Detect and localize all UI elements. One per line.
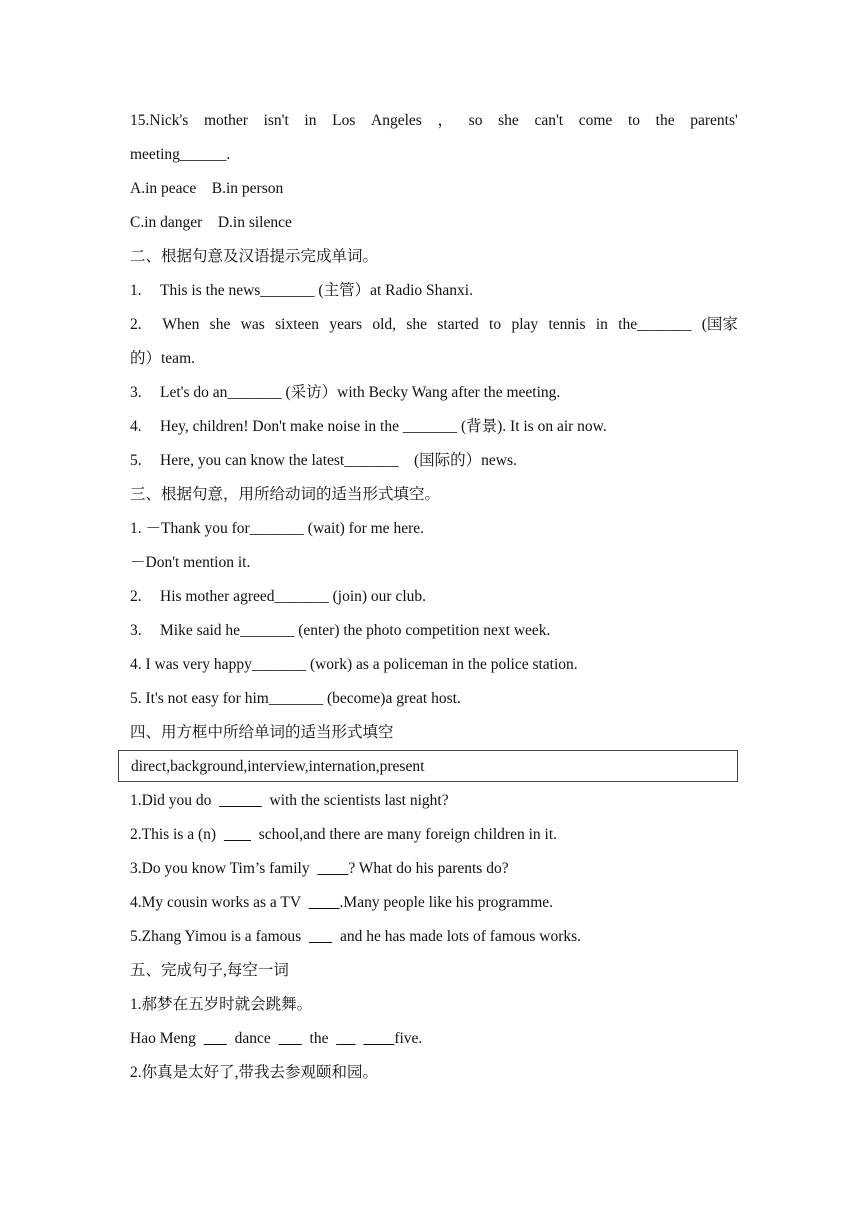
- q15-word: Los: [332, 112, 356, 129]
- sec3-item-4: 4. I was very happy_______ (work) as a policeman in the police station.: [130, 656, 578, 673]
- section-5-title: 五、完成句子,每空一词: [130, 962, 289, 979]
- item-suffix: ? What do his parents do?: [348, 860, 509, 877]
- answer-blank: [224, 826, 251, 843]
- item-text: Let's do an_______ (采访）with Becky Wang after the meeting.: [160, 384, 561, 401]
- item-prefix: 3.Do you know Tim’s family: [130, 860, 318, 877]
- item-number: 1.: [130, 520, 142, 537]
- sentence-part: Hao Meng: [130, 1030, 196, 1047]
- sec3-item-5: 5. It's not easy for him_______ (become)a great host.: [130, 690, 461, 707]
- sec4-item-5: [130, 920, 738, 954]
- sec5-item-1-chinese: 1.郝梦在五岁时就会跳舞。: [130, 996, 313, 1013]
- sec4-item-2: [130, 818, 738, 852]
- item-prefix: 1.Did you do: [130, 792, 220, 809]
- item-number: 3.: [130, 622, 142, 639]
- item-number: 2.: [130, 588, 142, 605]
- sec4-item-3: [130, 852, 738, 886]
- q15-word: Angeles: [371, 112, 422, 129]
- item-suffix: school,and there are many foreign children in it.: [250, 826, 558, 843]
- item-text: Hey, children! Don't make noise in the _______ (背景). It is on air now.: [160, 418, 607, 435]
- item-word: tennis: [548, 316, 586, 333]
- item-prefix: 4.My cousin works as a TV: [130, 894, 309, 911]
- item-suffix: and he has made lots of famous works.: [332, 928, 582, 945]
- sec2-item-2: [130, 308, 738, 342]
- item-number: 4.: [130, 418, 142, 435]
- q15-options-ab: [130, 172, 738, 206]
- word-bank-box: direct,background,interview,internation,present: [118, 750, 738, 782]
- sentence-part: the: [309, 1030, 329, 1047]
- item-suffix: .Many people like his programme.: [339, 894, 554, 911]
- sentence-part: dance: [234, 1030, 271, 1047]
- q15-word: parents': [690, 112, 738, 129]
- item-word: years: [329, 316, 363, 333]
- item-word: When: [162, 316, 200, 333]
- item-word: was: [240, 316, 265, 333]
- sec3-item-3: [130, 614, 738, 648]
- item-text: Here, you can know the latest_______ (国际的）news.: [160, 452, 517, 469]
- item-word: play: [511, 316, 539, 333]
- sec2-item-1: [130, 274, 738, 308]
- item-word: old,: [372, 316, 397, 333]
- q15-word: in: [304, 112, 317, 129]
- sec5-item-1-english: [130, 1022, 738, 1056]
- answer-blank: [219, 792, 262, 809]
- option-a: A.in peace: [130, 180, 197, 197]
- q15-word: the: [655, 112, 675, 129]
- answer-blank: [204, 1030, 227, 1047]
- sec2-item-5: [130, 444, 738, 478]
- worksheet-content: [130, 104, 738, 1090]
- sec3-item-1-reply: －Don't mention it.: [130, 554, 251, 571]
- item-prefix: 2.This is a (n): [130, 826, 224, 843]
- item-number: 5.: [130, 452, 142, 469]
- answer-blank: [363, 1030, 394, 1047]
- sec3-item-1: [130, 512, 738, 546]
- answer-blank: [279, 1030, 302, 1047]
- sec2-item-3: [130, 376, 738, 410]
- sentence-part: five.: [394, 1030, 423, 1047]
- sec2-item-2-cont: 的）team.: [130, 350, 195, 367]
- q15-word: ，: [437, 112, 453, 129]
- item-prefix: 5.Zhang Yimou is a famous: [130, 928, 309, 945]
- item-text: His mother agreed_______ (join) our club.: [160, 588, 427, 605]
- item-word: (国家: [701, 316, 738, 333]
- item-number: 2.: [130, 316, 142, 333]
- item-number: 3.: [130, 384, 142, 401]
- option-c: C.in danger: [130, 214, 203, 231]
- q15-word: so: [468, 112, 483, 129]
- sec3-item-2: [130, 580, 738, 614]
- option-b: B.in person: [211, 180, 284, 197]
- answer-blank: [309, 928, 332, 945]
- q15-word: to: [627, 112, 640, 129]
- item-word: to: [489, 316, 502, 333]
- item-word: started: [437, 316, 479, 333]
- item-word: the_______: [618, 316, 692, 333]
- item-word: sixteen: [275, 316, 320, 333]
- section-4-title: 四、用方框中所给单词的适当形式填空: [130, 724, 394, 741]
- sec5-item-2-chinese: 2.你真是太好了,带我去参观颐和园。: [130, 1064, 379, 1081]
- item-word: she: [209, 316, 231, 333]
- answer-blank: [309, 894, 340, 911]
- q15-word: come: [578, 112, 613, 129]
- q15-word: mother: [204, 112, 248, 129]
- sec2-item-4: [130, 410, 738, 444]
- q15-word: can't: [534, 112, 564, 129]
- item-suffix: with the scientists last night?: [261, 792, 449, 809]
- answer-blank: [336, 1030, 355, 1047]
- q15-line-2: meeting______.: [130, 146, 231, 163]
- q15-word: isn't: [263, 112, 289, 129]
- q15-word: 15.Nick's: [130, 112, 189, 129]
- q15-word: she: [498, 112, 519, 129]
- q15-line-1: [130, 104, 738, 138]
- item-text: This is the news_______ (主管）at Radio Shanxi.: [160, 282, 473, 299]
- q15-options-cd: [130, 206, 738, 240]
- item-text: －Thank you for_______ (wait) for me here.: [145, 520, 424, 537]
- sec4-item-1: [130, 784, 738, 818]
- item-number: 1.: [130, 282, 142, 299]
- section-3-title: 三、根据句意，用所给动词的适当形式填空。: [130, 486, 441, 503]
- section-2-title: 二、根据句意及汉语提示完成单词。: [130, 248, 379, 265]
- answer-blank: [317, 860, 348, 877]
- sec4-item-4: [130, 886, 738, 920]
- option-d: D.in silence: [217, 214, 292, 231]
- item-word: she: [406, 316, 428, 333]
- item-text: Mike said he_______ (enter) the photo competition next week.: [160, 622, 551, 639]
- item-word: in: [595, 316, 608, 333]
